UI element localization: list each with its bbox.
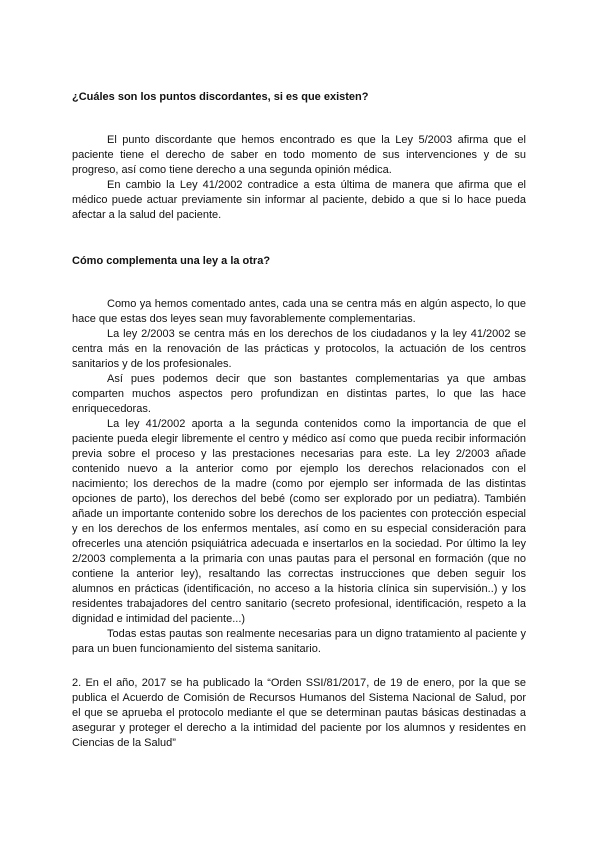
paragraph: En cambio la Ley 41/2002 contradice a esta última de manera que afirma que el médico puede actuar previamente sin informar al paciente, debido a que si lo hace pueda afectar a la salud del paciente. bbox=[72, 179, 526, 221]
section-body-discordant-points bbox=[72, 133, 526, 223]
paragraph: Todas estas pautas son realmente necesarias para un digno tratamiento al paciente y para un buen funcionamiento del sistema sanitario. bbox=[72, 628, 526, 655]
section-body-order bbox=[72, 676, 526, 751]
paragraph: La ley 41/2002 aporta a la segunda contenidos como la importancia de que el paciente pueda elegir libremente el centro y médico así como que pueda recibir información previa sobre el proceso y las prestaciones necesarias para este. La ley 2/2003 añade contenido nuevo a la anterior como por ejemplo los derechos relacionados con el nacimiento; los derechos de la madre (como por ejemplo ser informada de las distintas opciones de parto), los derechos del bebé (como ser explorado por un pediatra). También añade un importante contenido sobre los derechos de los pacientes con protección especial y en los derechos de los enfermos mentales, así como en su especial consideración para ofrecerles una atención psiquiátrica adecuada e insertarlos en la sociedad. Por último la ley 2/2003 complementa a la primaria con unas pautas para el personal en formación (que no contiene la anterior ley), resaltando las correctas instrucciones que deben seguir los alumnos en prácticas (identificación, no acceso a la historia clínica sin supervisión..) y los residentes trabajadores del centro sanitario (secreto profesional, identificación, respeto a la dignidad e intimidad del paciente...) bbox=[72, 418, 526, 625]
paragraph: 2. En el año, 2017 se ha publicado la “Orden SSI/81/2017, de 19 de enero, por la que se publica el Acuerdo de Comisión de Recursos Humanos del Sistema Nacional de Salud, por el que se aprueba el protocolo mediante el que se determinan pautas básicas destinadas a asegurar y proteger el derecho a la intimidad del paciente por los alumnos y residentes en Ciencias de la Salud” bbox=[72, 677, 526, 749]
paragraph: Como ya hemos comentado antes, cada una se centra más en algún aspecto, lo que hace que estas dos leyes sean muy favorablemente complementarias. bbox=[72, 298, 526, 325]
section-body-complement bbox=[72, 297, 526, 657]
section-heading-discordant-points: ¿Cuáles son los puntos discordantes, si es que existen? bbox=[72, 91, 369, 103]
paragraph: La ley 2/2003 se centra más en los derechos de los ciudadanos y la ley 41/2002 se centra más en la renovación de las prácticas y protocolos, la actuación de los centros sanitarios y de los profesionales. bbox=[72, 328, 526, 370]
paragraph: El punto discordante que hemos encontrado es que la Ley 5/2003 afirma que el paciente tiene el derecho de saber en todo momento de sus intervenciones y de su progreso, así como tiene derecho a una segunda opinión médica. bbox=[72, 134, 526, 176]
section-heading-complement: Cómo complementa una ley a la otra? bbox=[72, 255, 271, 267]
paragraph: Así pues podemos decir que son bastantes complementarias ya que ambas comparten muchos aspectos pero profundizan en distintas partes, lo que las hace enriquecedoras. bbox=[72, 373, 526, 415]
